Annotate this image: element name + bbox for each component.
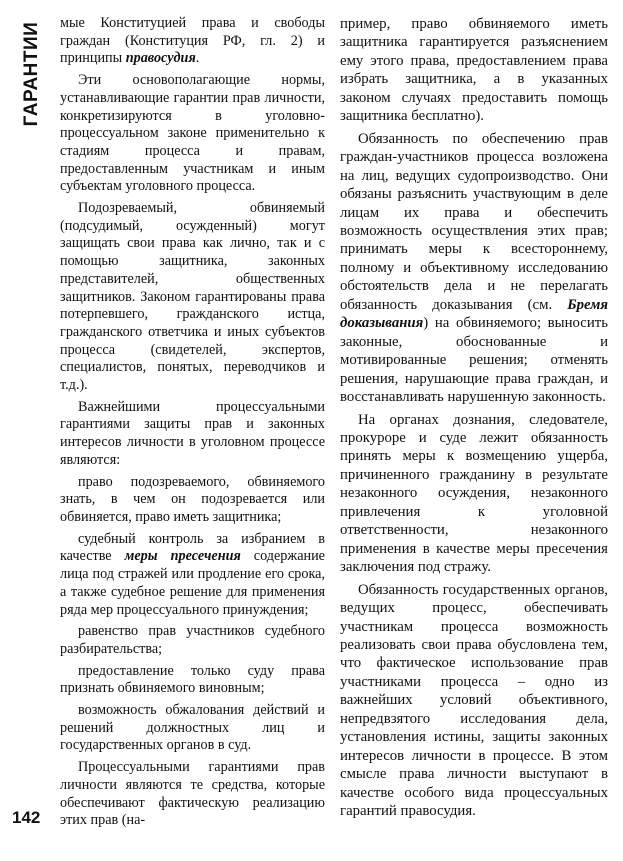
paragraph: Подозреваемый, обвиняемый (подсудимый, осужденный) могут защищать свои права как лично, так и с помощью защитника, законных представителей, общественных защитников. Законом гарантированы права потерпевшего, гражданского истца, гражданского ответчика и иных субъектов процесса (свидетелей, экспертов, специалистов, понятых, переводчиков и т.д.).	[60, 200, 325, 394]
page-number: 142	[12, 808, 41, 827]
paragraph: На органах дознания, следователе, прокуроре и суде лежит обязанность принять меры к возмещению ущерба, причиненного гражданину в результате незаконного осуждения, незаконного привлечения к уголовной ответственности, незаконного применения в качестве меры пресечения заключения под стражу.	[340, 411, 608, 576]
paragraph: Процессуальными гарантиями прав личности являются те средства, которые обеспечивают фактическую реализацию этих прав (на-	[60, 759, 325, 829]
running-head	[19, 20, 45, 128]
paragraph: мые Конституцией права и свободы граждан (Конституция РФ, гл. 2) и принципы правосудия.	[60, 15, 325, 67]
list-item: судебный контроль за избранием в качестве меры пресечения содержание лица под стражей или продление его срока, а также судебное решение для применения ряда мер процессуального принуждения;	[60, 530, 325, 618]
cross-reference-term: меры пресечения	[124, 548, 241, 565]
cross-reference-term: Бремя доказывания	[340, 296, 608, 332]
running-head-text: ГАРАНТИИ	[21, 21, 42, 127]
list-item: право подозреваемого, обвиняемого знать, в чем он подозревается или обвиняется, право иметь защитника;	[60, 473, 325, 525]
cross-reference-term: правосудия	[125, 50, 196, 67]
paragraph: Обязанность государственных органов, ведущих процесс, обеспечивать участникам процесса возможность реализовать свои права обусловлена тем, что фактическое использование прав участниками процесса – одно из важнейших условий объективного, непредвзятого исследования дела, установления истины, защиты законных интересов личности в процессе. В этом смысле права личности выступают в качестве особого вида процессуальных гарантий правосудия.	[340, 581, 608, 820]
paragraph: Важнейшими процессуальными гарантиями защиты прав и законных интересов личности в уголовном процессе являются:	[60, 398, 325, 468]
list-item: равенство прав участников судебного разбирательства;	[60, 623, 325, 657]
right-column	[340, 15, 608, 820]
paragraph: Обязанность по обеспечению прав граждан-участников процесса возложена на лиц, ведущих судопроизводство. Они обязаны разъяснить участвующим в деле лицам их права и обеспечить возможность осуществления этих прав; принимать меры к всестороннему, полному и объективному исследованию обстоятельств дела и не перелагать обязанность доказывания (см. Бремя доказывания) на обвиняемого; выносить законные, обоснованные и мотивированные решения; отменять решения, нарушающие права граждан, и восстанавливать нарушенную законность.	[340, 130, 608, 406]
list-item: возможность обжалования действий и решений должностных лиц и государственных органов в суд.	[60, 702, 325, 754]
paragraph: Эти основополагающие нормы, устанавливающие гарантии прав личности, конкретизируются в уголовно-процессуальном законе применительно к стадиям процесса и правам, предоставленным участникам и иным субъектам уголовного процесса.	[60, 72, 325, 195]
list-item: предоставление только суду права признать обвиняемого виновным;	[60, 662, 325, 697]
left-column	[60, 15, 325, 830]
paragraph: пример, право обвиняемого иметь защитника гарантируется разъяснением ему этого права, предоставлением права избрать защитника, а в указанных законом случаях предоставить помощь защитника бесплатно).	[340, 16, 608, 125]
